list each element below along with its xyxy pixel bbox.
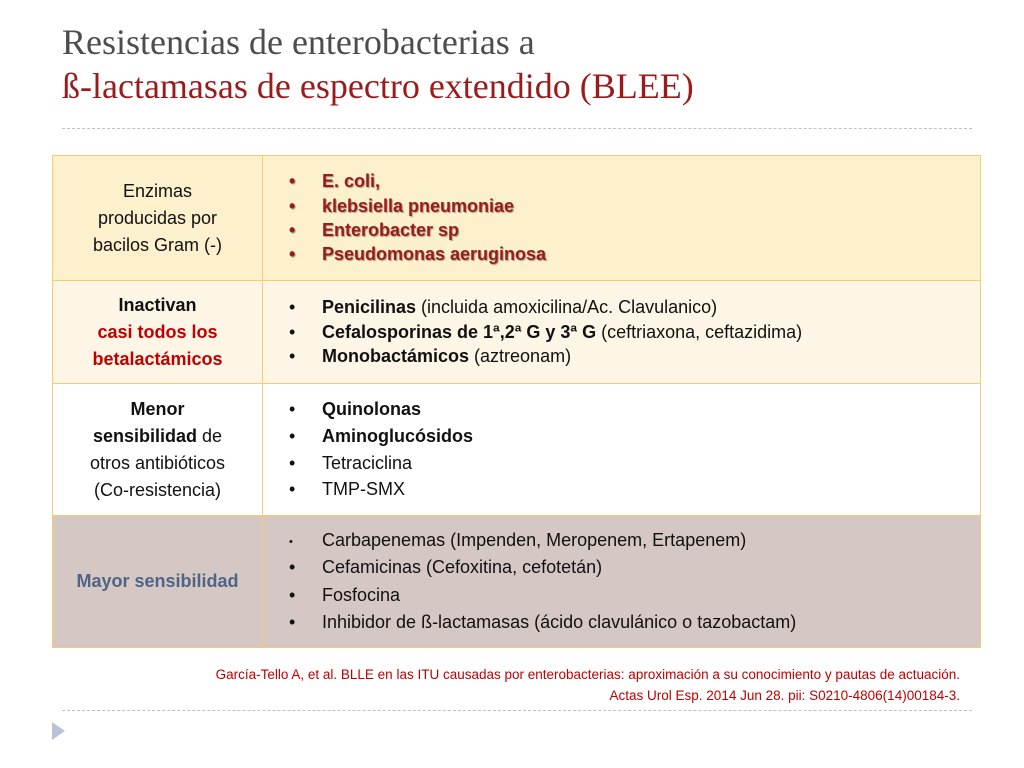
row-label-mayor: Mayor sensibilidad: [53, 516, 263, 648]
list-item: [283, 194, 980, 218]
bacteria-list: [283, 169, 980, 267]
citation-line-1: García-Tello A, et al. BLLE en las ITU causadas por enterobacterias: aproximación a su conocimiento y pautas de actuación.: [215, 667, 960, 682]
list-item: [283, 396, 980, 423]
citation-line-2: Actas Urol Esp. 2014 Jun 28. pii: S0210-4806(14)00184-3.: [609, 688, 960, 703]
label-line: (Co-resistencia): [93, 479, 222, 500]
list-item: [283, 242, 980, 266]
list-item: [283, 609, 980, 637]
item-bold: Quinolonas: [322, 399, 421, 420]
next-arrow-icon: [52, 722, 65, 740]
bullet-icon: •: [289, 399, 296, 420]
item-text: Enterobacter sp: [322, 220, 460, 240]
bullet-icon: •: [289, 479, 296, 500]
item-text: Carbapenemas (Impenden, Meropenem, Ertapenem): [322, 529, 747, 550]
list-item: [283, 527, 980, 555]
item-text: Fosfocina: [322, 584, 401, 605]
label-rest: de: [197, 425, 223, 446]
label-bold: sensibilidad: [92, 425, 197, 446]
citation: [216, 664, 960, 706]
label-line: [57, 423, 258, 450]
bullet-icon: •: [289, 321, 296, 342]
table-row: [53, 156, 981, 281]
item-bold: Aminoglucósidos: [322, 425, 474, 446]
table-row: [53, 281, 981, 384]
list-item: [283, 295, 980, 320]
bullet-icon: •: [289, 346, 296, 367]
treatment-list: [283, 527, 980, 637]
table-row: [53, 516, 981, 648]
bottom-divider: [62, 710, 972, 711]
row-items-betalactams: [263, 281, 981, 384]
list-item: [283, 218, 980, 242]
row-label-inactivan: [53, 281, 263, 384]
slide-title: [62, 20, 1002, 108]
label-line-red: casi todos los: [97, 321, 218, 342]
top-divider: [62, 128, 972, 129]
label-line-red: betalactámicos: [92, 348, 223, 369]
resistance-table: [52, 155, 981, 648]
bullet-icon: •: [289, 557, 296, 577]
bullet-icon: •: [289, 297, 296, 318]
betalactam-list: [283, 295, 980, 369]
item-text: klebsiella pneumoniae: [322, 195, 515, 216]
item-bold: Penicilinas: [322, 297, 417, 318]
bullet-icon: •: [289, 220, 296, 240]
list-item: [283, 554, 980, 582]
item-text: TMP-SMX: [322, 479, 405, 500]
item-bold: Cefalosporinas de 1ª,2ª G y 3ª G: [322, 321, 597, 342]
bullet-icon: •: [289, 244, 296, 265]
title-line-1: Resistencias de enterobacterias a: [62, 22, 535, 62]
list-item: [283, 423, 980, 450]
item-text: Inhibidor de ß-lactamasas (ácido clavulánico o tazobactam): [322, 612, 797, 632]
item-text: Pseudomonas aeruginosa: [322, 244, 547, 265]
label-line: Menor: [130, 398, 185, 419]
row-items-other-antibiotics: [263, 384, 981, 516]
row-label-menor: [53, 384, 263, 516]
list-item: [283, 450, 980, 477]
label-line: bacilos Gram (-): [92, 234, 222, 255]
bullet-icon: •: [289, 584, 296, 605]
item-text: Cefamicinas (Cefoxitina, cefotetán): [322, 557, 603, 577]
label-line: otros antibióticos: [89, 452, 226, 473]
item-text: (incluida amoxicilina/Ac. Clavulanico): [416, 297, 718, 318]
table-row: [53, 384, 981, 516]
list-item: [283, 344, 980, 369]
label-line: Enzimas: [122, 180, 193, 201]
row-items-treatment: [263, 516, 981, 648]
bullet-icon: •: [289, 171, 296, 192]
bullet-icon: •: [289, 195, 296, 216]
bullet-icon: •: [289, 535, 293, 548]
label-line: producidas por: [97, 207, 218, 228]
list-item: [283, 582, 980, 610]
item-text: Tetraciclina: [322, 452, 413, 473]
bullet-icon: •: [289, 425, 296, 446]
bullet-icon: •: [289, 452, 296, 473]
row-label-enzimas: [53, 156, 263, 281]
row-items-bacteria: [263, 156, 981, 281]
item-text: (aztreonam): [469, 346, 572, 367]
title-line-2: ß-lactamasas de espectro extendido (BLEE): [62, 66, 694, 106]
label-line: Inactivan: [118, 294, 197, 315]
bullet-icon: •: [289, 612, 296, 632]
item-text: E. coli,: [322, 171, 381, 192]
item-text: (ceftriaxona, ceftazidima): [596, 321, 803, 342]
list-item: [283, 320, 980, 345]
list-item: [283, 476, 980, 503]
list-item: [283, 169, 980, 193]
item-bold: Monobactámicos: [322, 346, 470, 367]
antibiotic-list: [283, 396, 980, 503]
